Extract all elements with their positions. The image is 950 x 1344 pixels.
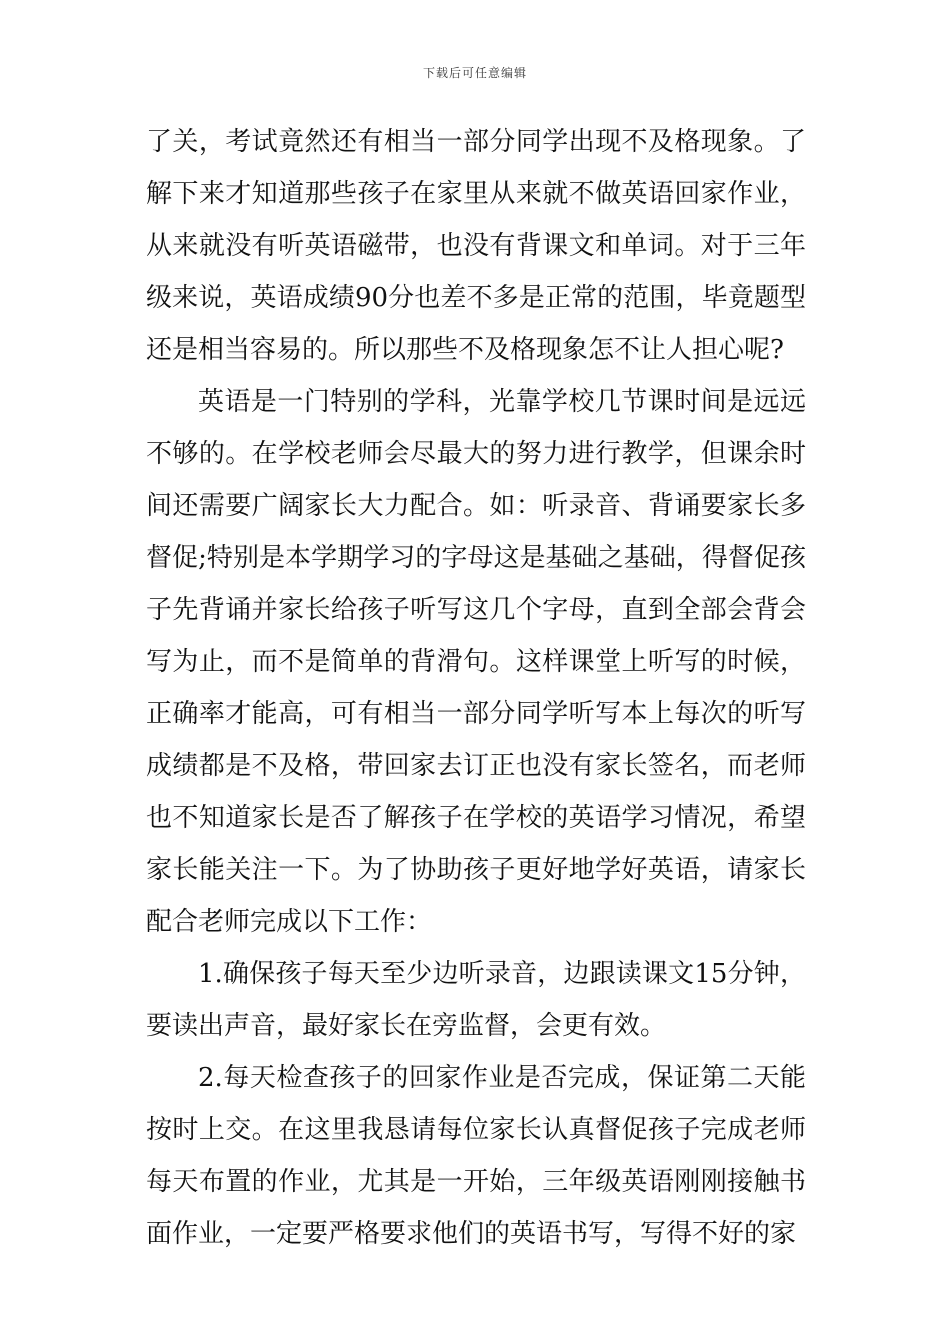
paragraph-1: 了关，考试竟然还有相当一部分同学出现不及格现象。了解下来才知道那些孩子在家里从来就不做英语回家作业，从来就没有听英语磁带，也没有背课文和单词。对于三年级来说，英语成绩90分也差不多是正常的范围，毕竟题型还是相当容易的。所以那些不及格现象怎不让人担心呢? — [146, 127, 806, 365]
paragraph-2: 英语是一门特别的学科，光靠学校几节课时间是远远不够的。在学校老师会尽最大的努力进行教学，但课余时间还需要广阔家长大力配合。如：听录音、背诵要家长多督促;特别是本学期学习的字母这是基础之基础，得督促孩子先背诵并家长给孩子听写这几个字母，直到全部会背会写为止，而不是简单的背滑句。这样课堂上听写的时候，正确率才能高，可有相当一部分同学听写本上每次的听写成绩都是不及格，带回家去订正也没有家长签名，而老师也不知道家长是否了解孩子在学校的英语学习情况，希望家长能关注一下。为了协助孩子更好地学好英语，请家长配合老师完成以下工作： — [146, 387, 806, 937]
paragraph-4-list-item-2: 2.每天检查孩子的回家作业是否完成，保证第二天能按时上交。在这里我恳请每位家长认真督促孩子完成老师每天布置的作业，尤其是一开始，三年级英语刚刚接触书面作业，一定要严格要求他们的英语书写，写得不好的家 — [146, 1063, 806, 1249]
paragraph-3-list-item-1: 1.确保孩子每天至少边听录音，边跟读课文15分钟，要读出声音，最好家长在旁监督，会更有效。 — [146, 959, 806, 1041]
document-body — [146, 116, 806, 1260]
page-header: 下载后可任意编辑 — [422, 66, 527, 80]
